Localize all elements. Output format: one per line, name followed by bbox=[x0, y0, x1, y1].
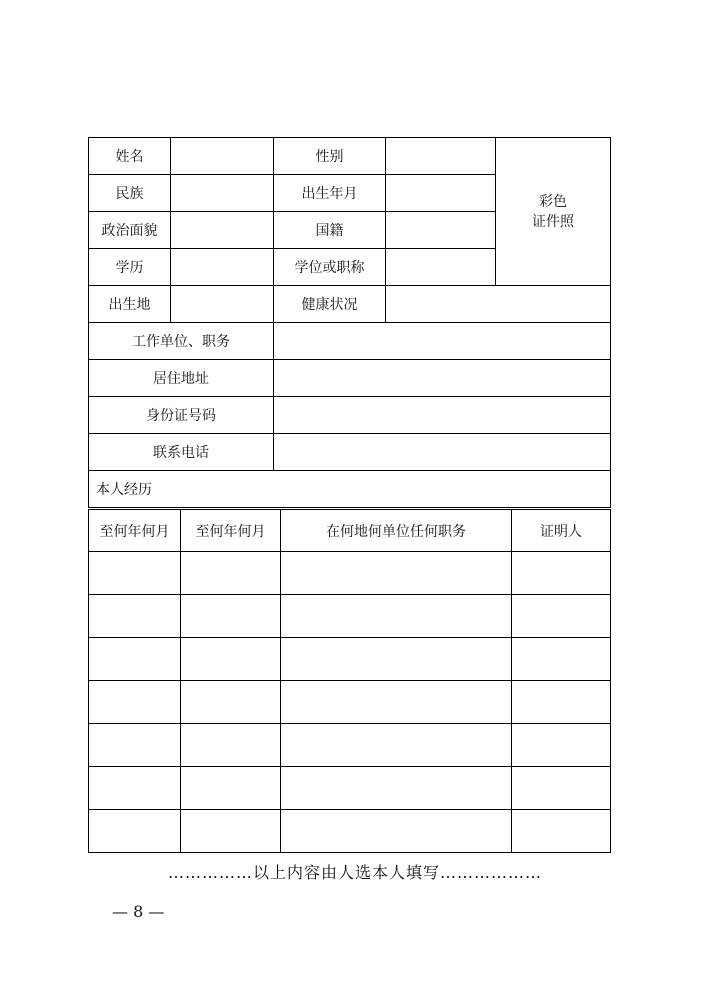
col-header-position: 在何地何单位任何职务 bbox=[281, 510, 512, 552]
table-cell[interactable] bbox=[512, 552, 611, 595]
table-row bbox=[89, 638, 611, 681]
table-cell[interactable] bbox=[89, 767, 181, 810]
education-label: 学历 bbox=[89, 249, 171, 286]
table-cell[interactable] bbox=[181, 552, 281, 595]
political-status-field[interactable] bbox=[171, 212, 274, 249]
table-cell[interactable] bbox=[281, 638, 512, 681]
table-cell[interactable] bbox=[89, 552, 181, 595]
table-row bbox=[89, 724, 611, 767]
table-row bbox=[89, 810, 611, 853]
nationality-label: 国籍 bbox=[274, 212, 386, 249]
col-header-from: 至何年何月 bbox=[89, 510, 181, 552]
id-number-label: 身份证号码 bbox=[89, 397, 274, 434]
col-header-to: 至何年何月 bbox=[181, 510, 281, 552]
table-cell[interactable] bbox=[281, 552, 512, 595]
photo-label-line1: 彩色 bbox=[539, 193, 567, 210]
table-cell[interactable] bbox=[89, 595, 181, 638]
workplace-field[interactable] bbox=[274, 323, 611, 360]
nationality-field[interactable] bbox=[386, 212, 496, 249]
table-cell[interactable] bbox=[512, 724, 611, 767]
birth-date-field[interactable] bbox=[386, 175, 496, 212]
table-row bbox=[89, 595, 611, 638]
table-cell[interactable] bbox=[512, 638, 611, 681]
footer-note: ……………以上内容由人选本人填写……………… bbox=[167, 863, 542, 882]
ethnicity-field[interactable] bbox=[171, 175, 274, 212]
experience-table bbox=[88, 509, 611, 853]
table-cell[interactable] bbox=[181, 767, 281, 810]
experience-header-row bbox=[89, 510, 611, 552]
table-cell[interactable] bbox=[181, 681, 281, 724]
photo-label-line2: 证件照 bbox=[532, 213, 574, 230]
table-cell[interactable] bbox=[89, 681, 181, 724]
table-cell[interactable] bbox=[512, 810, 611, 853]
id-number-field[interactable] bbox=[274, 397, 611, 434]
birthplace-label: 出生地 bbox=[89, 286, 171, 323]
table-cell[interactable] bbox=[281, 724, 512, 767]
table-cell[interactable] bbox=[89, 724, 181, 767]
table-cell[interactable] bbox=[181, 595, 281, 638]
table-row bbox=[89, 552, 611, 595]
degree-field[interactable] bbox=[386, 249, 496, 286]
address-label: 居住地址 bbox=[89, 360, 274, 397]
ethnicity-label: 民族 bbox=[89, 175, 171, 212]
photo-box[interactable] bbox=[496, 138, 611, 286]
address-field[interactable] bbox=[274, 360, 611, 397]
table-cell[interactable] bbox=[512, 595, 611, 638]
workplace-label: 工作单位、职务 bbox=[89, 323, 274, 360]
table-row bbox=[89, 767, 611, 810]
page-number: — 8 — bbox=[112, 902, 165, 921]
gender-label: 性别 bbox=[274, 138, 386, 175]
health-label: 健康状况 bbox=[274, 286, 386, 323]
table-cell[interactable] bbox=[281, 595, 512, 638]
table-row bbox=[89, 681, 611, 724]
personal-info-table bbox=[88, 137, 611, 508]
experience-title: 本人经历 bbox=[89, 471, 611, 508]
table-cell[interactable] bbox=[181, 638, 281, 681]
table-cell[interactable] bbox=[512, 681, 611, 724]
table-cell[interactable] bbox=[89, 638, 181, 681]
table-cell[interactable] bbox=[512, 767, 611, 810]
phone-field[interactable] bbox=[274, 434, 611, 471]
table-cell[interactable] bbox=[281, 681, 512, 724]
health-field[interactable] bbox=[386, 286, 611, 323]
degree-label: 学位或职称 bbox=[274, 249, 386, 286]
political-status-label: 政治面貌 bbox=[89, 212, 171, 249]
phone-label: 联系电话 bbox=[89, 434, 274, 471]
table-cell[interactable] bbox=[181, 724, 281, 767]
table-cell[interactable] bbox=[89, 810, 181, 853]
table-cell[interactable] bbox=[281, 767, 512, 810]
name-label: 姓名 bbox=[89, 138, 171, 175]
table-cell[interactable] bbox=[181, 810, 281, 853]
name-field[interactable] bbox=[171, 138, 274, 175]
col-header-reference: 证明人 bbox=[512, 510, 611, 552]
gender-field[interactable] bbox=[386, 138, 496, 175]
birthplace-field[interactable] bbox=[171, 286, 274, 323]
education-field[interactable] bbox=[171, 249, 274, 286]
birth-date-label: 出生年月 bbox=[274, 175, 386, 212]
table-cell[interactable] bbox=[281, 810, 512, 853]
